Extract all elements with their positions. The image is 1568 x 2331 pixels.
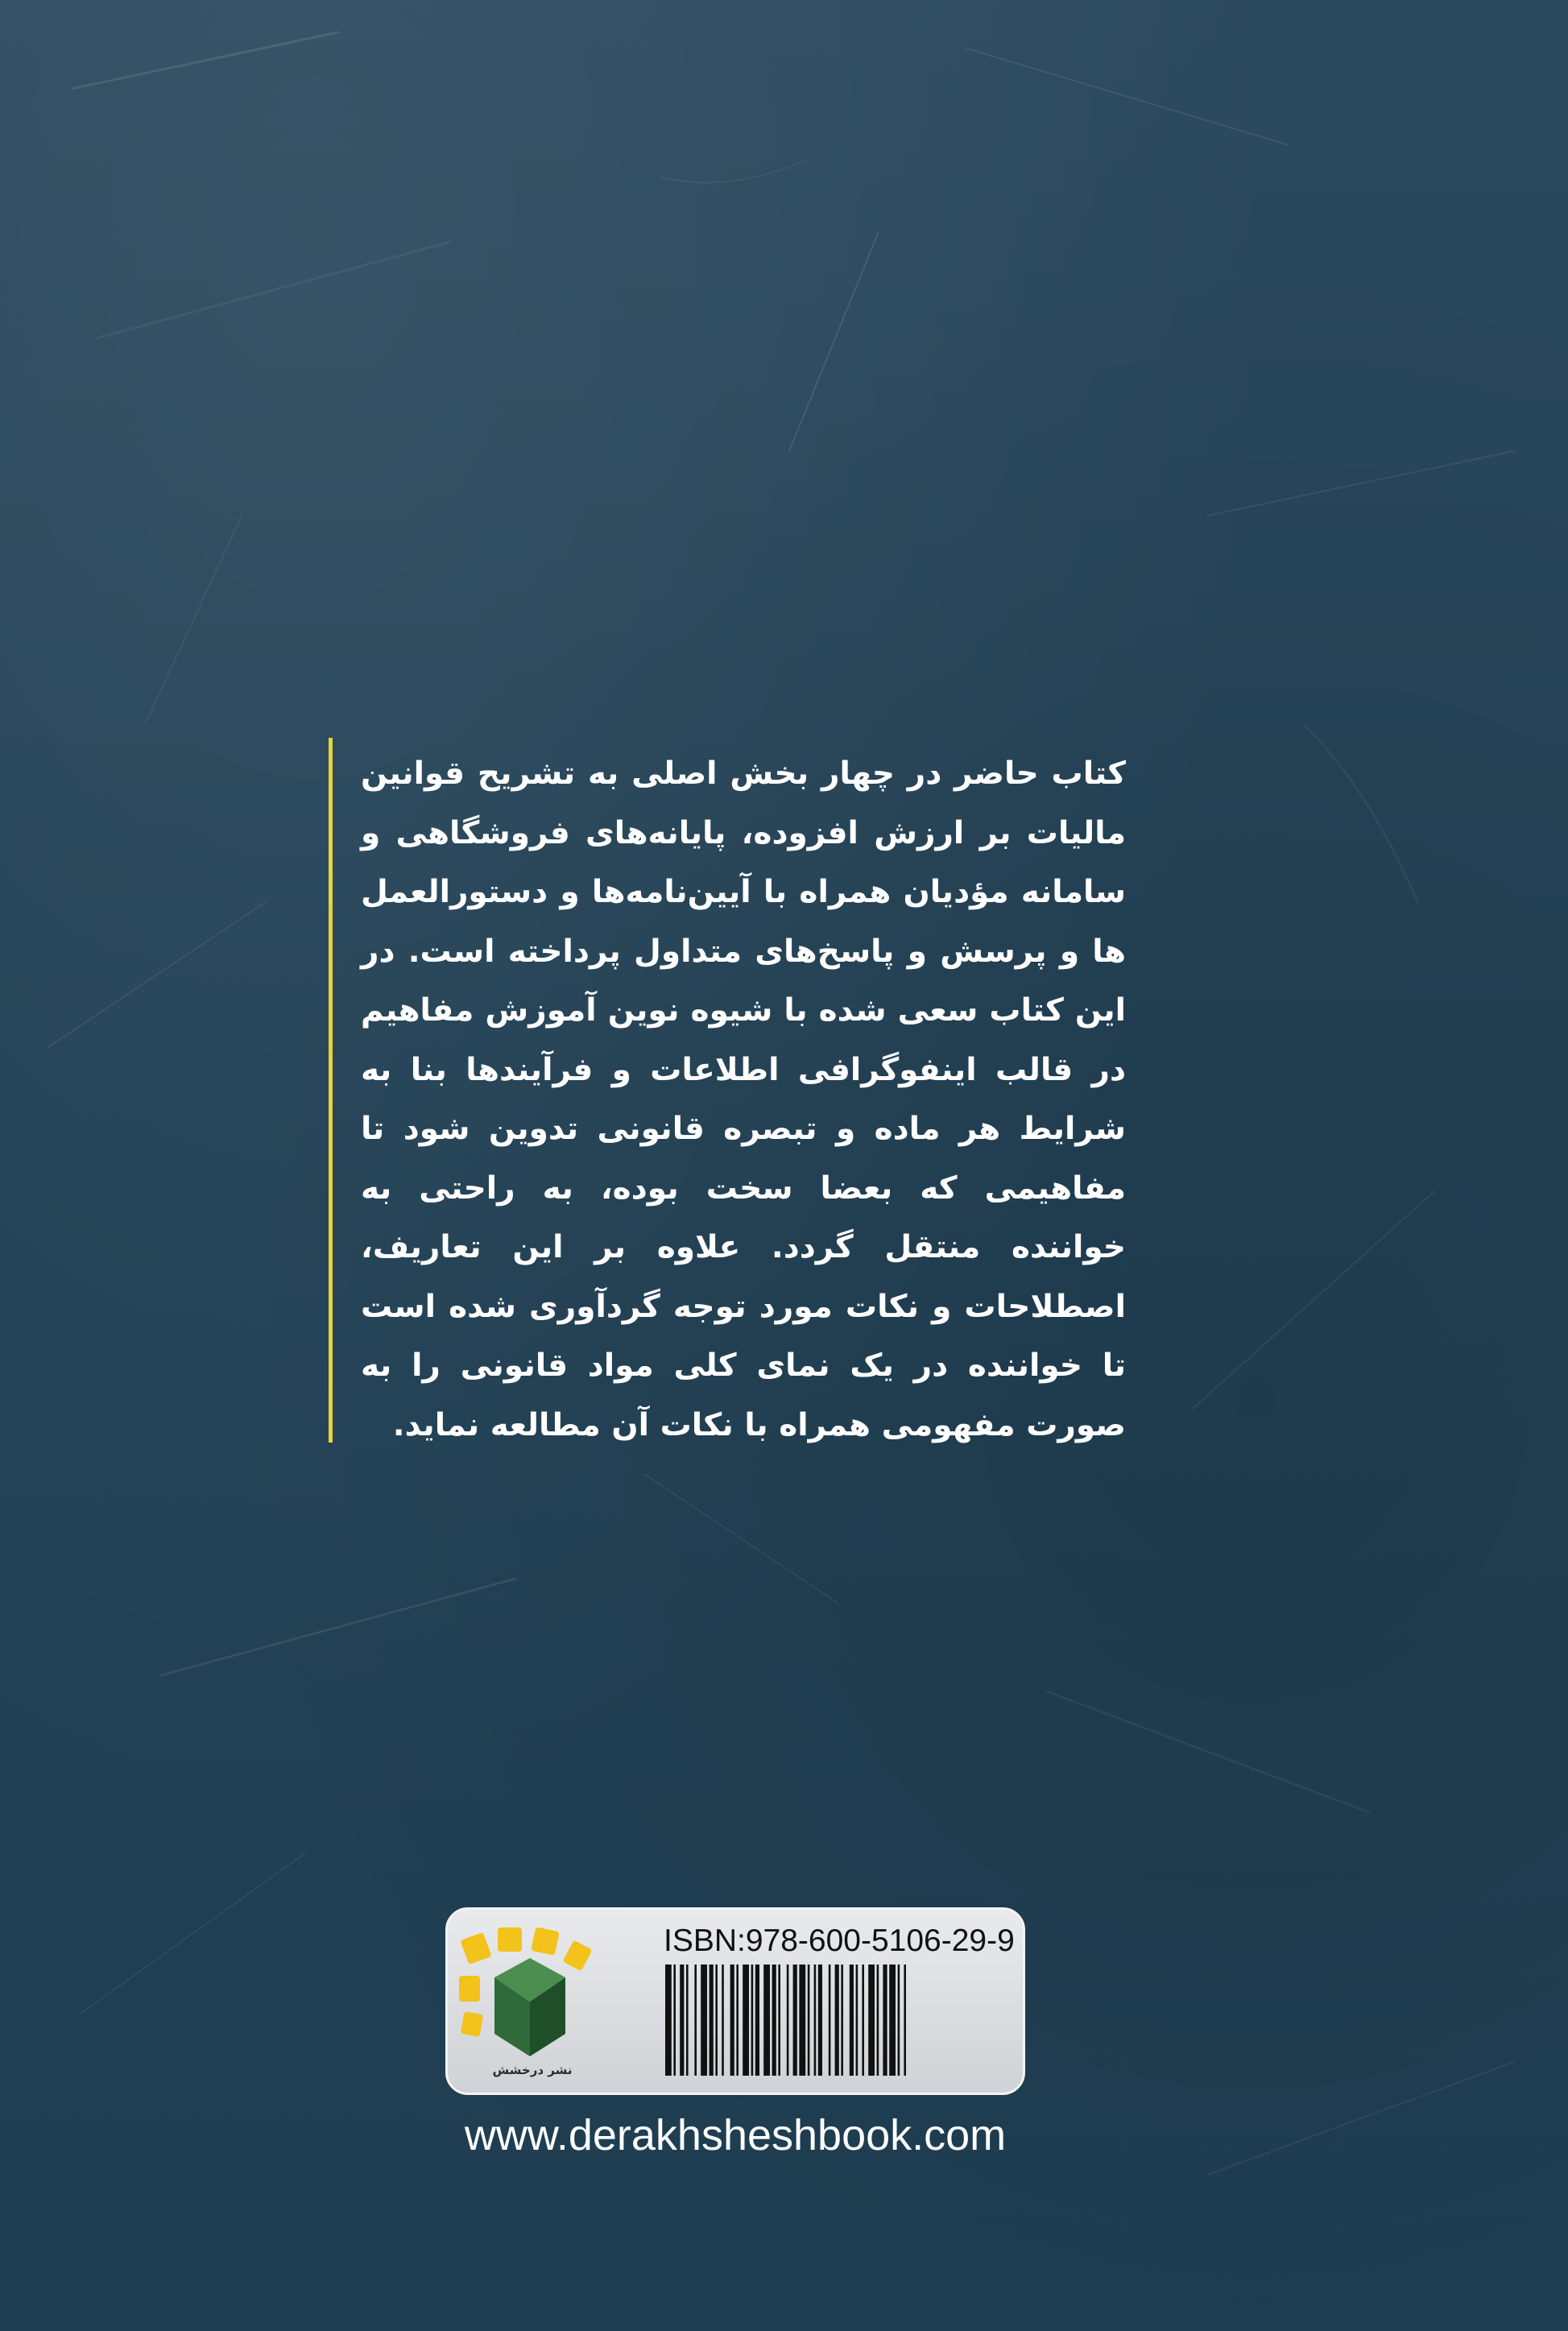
publisher-website[interactable]: www.derakhsheshbook.com (464, 2111, 1007, 2159)
isbn-panel (445, 1907, 1025, 2095)
blurb-section (329, 738, 1134, 1443)
publisher-logo-icon (456, 1921, 601, 2082)
accent-bar (329, 738, 333, 1443)
isbn-number: ISBN:978-600-5106-29-9 (664, 1923, 1015, 1958)
book-description: کتاب حاضر در چهار بخش اصلی به تشریح قوانین مالیات بر ارزش افزوده، پایانه‌های فروشگاهی و سامانه مؤدیان همراه با آیین‌نامه‌ها و دستورالعمل ها و پرسش و پاسخ‌های متداول پرداخته است. در این کتاب سعی شده با شیوه نوین آموزش مفاهیم در قالب اینفوگرافی اطلاعات و فرآیندها بنا به شرایط هر ماده و تبصره قانونی تدوین شود تا مفاهیمی که بعضا سخت بوده، به راحتی به خواننده منتقل گردد. علاوه بر این تعاریف، اصطلاحات و نکات مورد توجه گردآوری شده است تا خواننده در یک نمای کلی مواد قانونی را به صورت مفهومی همراه با نکات آن مطالعه نماید. (361, 756, 1126, 1443)
barcode (664, 1965, 1002, 2076)
publisher-name: نشر درخشش (492, 2063, 573, 2077)
